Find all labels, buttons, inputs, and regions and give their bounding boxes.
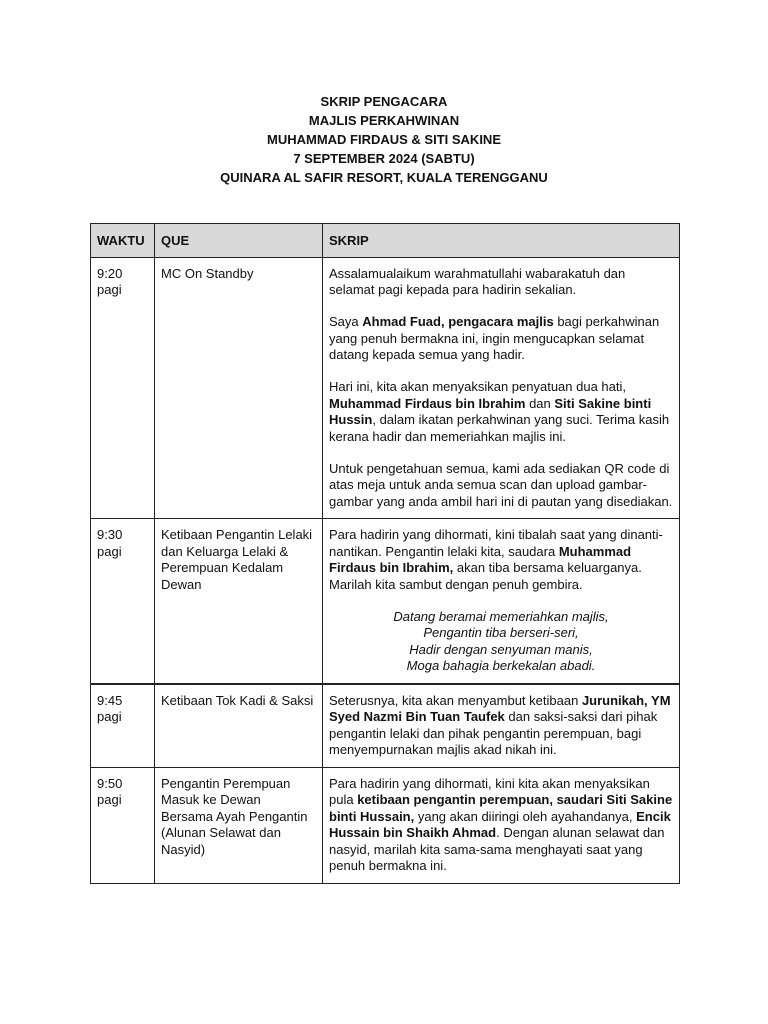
- table-row: [91, 684, 680, 768]
- pantun-line: Datang beramai memeriahkan majlis,: [393, 608, 609, 624]
- text-run: dan saksi-saksi dari pihak pengantin lelaki dan pihak pengantin perempuan, bagi menyempurnakan majlis akad nikah ini.: [329, 709, 658, 757]
- bold-text: Siti Sakine binti Hussin: [329, 395, 652, 427]
- pantun-line: Pengantin tiba berseri-seri,: [423, 625, 579, 640]
- pantun-line: Moga bahagia berkekalan abadi.: [406, 658, 596, 673]
- title-line-3: MUHAMMAD FIRDAUS & SITI SAKINE: [267, 132, 501, 147]
- bold-text: Ahmad Fuad, pengacara majlis: [362, 314, 554, 329]
- skrip-paragraph: [329, 379, 673, 445]
- text-run: dan: [525, 395, 555, 411]
- title-line-5: QUINARA AL SAFIR RESORT, KUALA TERENGGANU: [220, 170, 548, 185]
- table-row: [91, 257, 680, 519]
- bold-text: Jurunikah, YM Syed Nazmi Bin Tuan Taufek: [329, 692, 671, 724]
- text-run: akan tiba bersama keluarganya. Marilah kita sambut dengan penuh gembira.: [329, 560, 642, 592]
- table-header-row: [91, 224, 680, 258]
- skrip-paragraph: [329, 314, 673, 364]
- script-table: [90, 223, 680, 884]
- cell-waktu: 9:50 pagi: [91, 767, 155, 883]
- title-line-1: SKRIP PENGACARA: [320, 94, 448, 109]
- skrip-paragraph: Untuk pengetahuan semua, kami ada sediakan QR code di atas meja untuk anda semua scan dan upload gambar-gambar yang anda ambil hari ini di pautan yang disediakan.: [329, 460, 673, 509]
- header-waktu: WAKTU: [91, 224, 155, 258]
- text-run: Seterusnya, kita akan menyambut ketibaan: [329, 692, 582, 708]
- header-que: QUE: [155, 224, 323, 258]
- title-line-4: 7 SEPTEMBER 2024 (SABTU): [293, 151, 475, 166]
- text-run: Para hadirin yang dihormati, kini tibalah saat yang dinanti-nantikan. Pengantin lelaki kita, saudara: [329, 527, 663, 559]
- title-line-2: MAJLIS PERKAHWINAN: [308, 113, 460, 128]
- cell-que: Ketibaan Tok Kadi & Saksi: [155, 684, 323, 768]
- cell-skrip: [323, 767, 680, 883]
- text-run: , dalam ikatan perkahwinan yang suci. Terima kasih kerana hadir dan memeriahkan majlis ini.: [329, 412, 670, 444]
- cell-skrip: [323, 257, 680, 519]
- cell-waktu: 9:30 pagi: [91, 519, 155, 684]
- text-run: yang akan diiringi oleh ayahandanya,: [414, 808, 637, 824]
- skrip-paragraph: Assalamualaikum warahmatullahi wabarakatuh dan selamat pagi kepada para hadirin sekalian.: [329, 265, 626, 297]
- skrip-paragraph: [329, 776, 673, 875]
- text-run: Saya: [329, 314, 363, 329]
- pantun-line: Hadir dengan senyuman manis,: [409, 641, 593, 657]
- bold-text: Muhammad Firdaus bin Ibrahim: [329, 395, 526, 411]
- bold-text: ketibaan pengantin perempuan, saudari Siti Sakine binti Hussain,: [329, 792, 673, 824]
- skrip-paragraph: [329, 527, 673, 593]
- cell-que: MC On Standby: [155, 257, 323, 519]
- table-row: [91, 519, 680, 684]
- text-run: Hari ini, kita akan menyaksikan penyatuan dua hati,: [329, 379, 627, 394]
- cell-waktu: 9:20 pagi: [91, 257, 155, 519]
- pantun-verse: [329, 609, 673, 675]
- skrip-paragraph: [329, 693, 673, 759]
- cell-que: Pengantin Perempuan Masuk ke Dewan Bersama Ayah Pengantin (Alunan Selawat dan Nasyid): [155, 767, 323, 883]
- text-run: . Dengan alunan selawat dan nasyid, marilah kita sama-sama menghayati saat yang penuh bermakna ini.: [329, 825, 665, 873]
- header-skrip: SKRIP: [323, 224, 680, 258]
- cell-waktu: 9:45 pagi: [91, 684, 155, 768]
- cell-que: Ketibaan Pengantin Lelaki dan Keluarga Lelaki & Perempuan Kedalam Dewan: [155, 519, 323, 684]
- cell-skrip: [323, 519, 680, 684]
- bold-text: Muhammad Firdaus bin Ibrahim,: [329, 543, 632, 575]
- document-title-block: [0, 92, 768, 187]
- table-row: [91, 767, 680, 883]
- text-run: bagi perkahwinan yang penuh bermakna ini, ingin mengucapkan selamat datang kepada semua yang hadir.: [329, 314, 660, 362]
- text-run: Para hadirin yang dihormati, kini kita akan menyaksikan pula: [329, 775, 650, 807]
- cell-skrip: [323, 684, 680, 768]
- bold-text: Encik Hussain bin Shaikh Ahmad: [329, 808, 671, 840]
